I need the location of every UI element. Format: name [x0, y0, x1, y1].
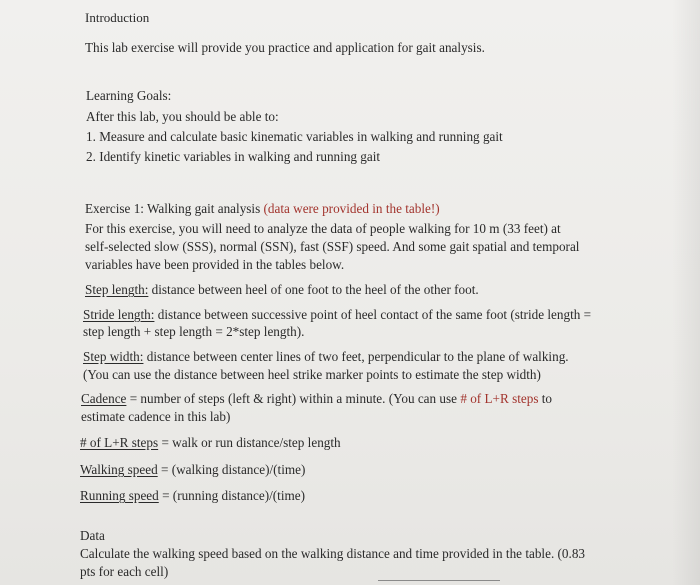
term-steps-formula: # of L+R steps — [80, 435, 159, 450]
exercise-para-2: self-selected slow (SSS), normal (SSN), fast (SSF) speed. And some gait spatial and temporal — [85, 239, 580, 254]
exercise-title-note: (data were provided in the table!) — [263, 201, 440, 216]
page-edge-shadow — [672, 0, 700, 585]
def-running-speed-text: = (running distance)/(time) — [158, 488, 305, 503]
term-cadence: Cadence — [81, 391, 127, 406]
exercise-para-1: For this exercise, you will need to analyze the data of people walking for 10 m (33 feet) at — [85, 221, 561, 236]
def-step-length-text: distance between heel of one foot to the heel of the other foot. — [148, 282, 479, 297]
def-step-width-text-1: distance between center lines of two feet, perpendicular to the plane of walking. — [143, 349, 569, 364]
term-walking-speed: Walking speed — [80, 462, 158, 477]
table-top-rule — [378, 580, 500, 581]
data-line-2: pts for each cell) — [80, 564, 169, 579]
data-line-1: Calculate the walking speed based on the walking distance and time provided in the table. (0.83 — [80, 546, 586, 561]
goal-item-2: 2. Identify kinetic variables in walking and running gait — [86, 149, 381, 164]
term-running-speed: Running speed — [80, 488, 159, 503]
intro-heading: Introduction — [85, 10, 150, 25]
def-steps-formula-text: = walk or run distance/step length — [158, 435, 341, 450]
term-stride-length: Stride length: — [83, 307, 155, 322]
def-stride-length-text-2: step length + step length = 2*step length). — [83, 324, 305, 339]
def-stride-length — [83, 307, 591, 323]
def-stride-length-text-1: distance between successive point of heel contact of the same foot (stride length = — [154, 307, 592, 322]
exercise-title-text: Exercise 1: Walking gait analysis — [85, 201, 261, 216]
exercise-para-3: variables have been provided in the tables below. — [85, 257, 345, 272]
goal-item-1: 1. Measure and calculate basic kinematic variables in walking and running gait — [86, 129, 503, 144]
def-walking-speed — [80, 462, 305, 478]
def-cadence — [81, 391, 552, 407]
def-cadence-highlight: # of L+R steps — [460, 391, 539, 406]
def-cadence-text-1b: to — [538, 391, 553, 406]
def-step-width-text-2: (You can use the distance between heel strike marker points to estimate the step width) — [83, 367, 541, 382]
exercise-title — [85, 201, 440, 217]
def-cadence-text-2: estimate cadence in this lab) — [81, 409, 231, 424]
term-step-length: Step length: — [85, 282, 149, 297]
def-cadence-text-1: = number of steps (left & right) within a minute. (You can use — [126, 391, 461, 406]
term-step-width: Step width: — [83, 349, 144, 364]
data-heading: Data — [80, 528, 105, 543]
def-step-width — [83, 349, 569, 365]
def-step-length — [85, 282, 479, 298]
def-running-speed — [80, 488, 305, 504]
def-walking-speed-text: = (walking distance)/(time) — [157, 462, 306, 477]
intro-text: This lab exercise will provide you practice and application for gait analysis. — [85, 40, 485, 55]
goals-lead: After this lab, you should be able to: — [86, 109, 279, 124]
goals-heading: Learning Goals: — [86, 88, 172, 103]
def-steps-formula — [80, 435, 341, 451]
